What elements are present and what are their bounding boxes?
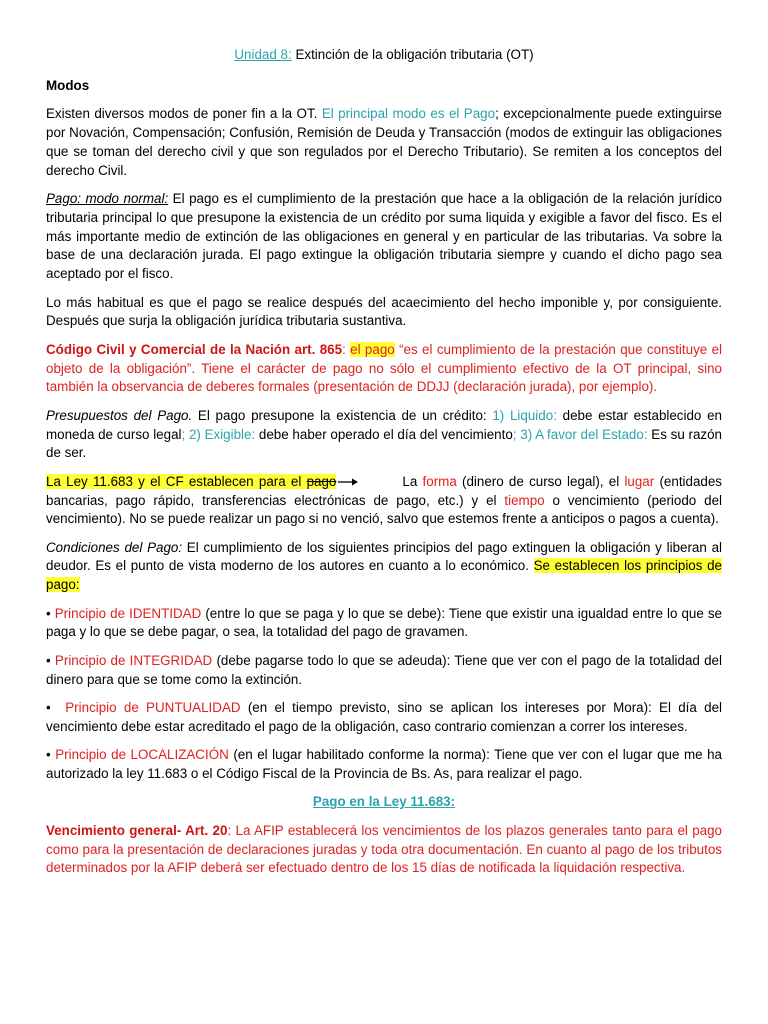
modos-heading: Modos [46, 77, 90, 93]
red-text: tiempo [504, 492, 545, 508]
red-text: lugar [624, 473, 655, 489]
bold-red-text: Código Civil y Comercial de la Nación art. 865 [46, 341, 343, 357]
text-run: Es su razón de ser. [46, 426, 722, 461]
paragraph-habitual: Lo más habitual es que el pago se realice después del acaecimiento del hecho imponible y, por consiguiente. Después que surja la obligación jurídica tributaria sustantiva. [46, 294, 722, 329]
red-text: forma [422, 473, 457, 489]
section-heading-text: Pago en la Ley 11.683: [312, 794, 456, 810]
teal-text: 1) Liquido: [492, 407, 557, 423]
principle-name: Principio de INTEGRIDAD [54, 652, 213, 668]
text-run: (entidades bancarias, pago rápido, transferencias electrónicas de pago, etc.) y el [46, 473, 722, 508]
bold-red-text: Vencimiento general- Art. 20 [46, 822, 228, 838]
principle-identidad [46, 605, 722, 643]
paragraph-modos [46, 105, 722, 180]
section-heading [46, 793, 722, 812]
text-run: (entre lo que se paga y lo que se debe): Tiene que existir una igualdad entre lo que se paga y lo que se debe pagar, o sea, la totalidad del pago de gravamen. [46, 605, 722, 640]
text-run: El cumplimiento de los siguientes principios del pago extinguen la obligación y liberan al deudor. Es el punto de vista moderno de los autores en cuanto a lo económico. [46, 539, 722, 574]
bullet: • [46, 605, 55, 621]
text-run: La [402, 473, 423, 489]
text-run: (en el lugar habilitado conforme la norma): Tiene que ver con el lugar que me ha autorizado la ley 11.683 o el Código Fiscal de la Provincia de Bs. As, para realizar el pago. [46, 747, 722, 782]
text-run: Existen diversos modos de poner fin a la OT. [46, 106, 322, 122]
text-run: (debe pagarse todo lo que se adeuda): Tiene que ver con el pago de la totalidad del dinero para que se tome como la extinción. [46, 652, 722, 687]
text-run: (dinero de curso legal), el [456, 473, 625, 489]
bullet: • [46, 652, 55, 668]
principle-localizacion [46, 746, 722, 784]
subheading-label: Pago: modo normal: [46, 190, 169, 206]
title-text: Extinción de la obligación tributaria (OT) [291, 47, 534, 62]
bullet: • [46, 700, 66, 716]
strikethrough-text: pago [306, 473, 337, 489]
bullet: • [46, 747, 56, 763]
teal-text: ; 2) Exigible: [181, 426, 256, 442]
paragraph-ley-cf [46, 473, 722, 529]
text-run: ; excepcionalmente puede extinguirse por Novación, Compensación; Confusión, Remisión de Deuda y Transacción (modos de extinguir las obligaciones que se toman del derecho civil y que son regulados por el Derecho Tributario). Se remiten a los conceptos del derecho Civil. [46, 106, 722, 178]
text-run: El pago es el cumplimiento de la prestación que hace a la obligación de la relación jurídico tributaria principal lo que presupone la existencia de un crédito por suma liquida y exigible a favor del fisco. Es el más importante medio de extinción de las obligaciones en general y en particular de las tributarias. Va sobre la base de una declaración jurada. El pago extingue la obligación tributaria siempre y cuando el dicho pago sea aceptado por el fisco. [46, 190, 722, 282]
paragraph-condiciones [46, 539, 722, 595]
paragraph-pago-modo-normal [46, 190, 722, 284]
text-run: La Ley 11.683 y el CF establecen para el [46, 473, 307, 489]
principle-name: Principio de PUNTUALIDAD [65, 700, 241, 716]
text-run: o vencimiento (periodo del vencimiento). No se puede realizar un pago si no venció, salvo que estemos frente a anticipos o pagos a cuenta). [46, 492, 722, 527]
principle-name: Principio de IDENTIDAD [54, 605, 202, 621]
text-run: (en el tiempo previsto, sino se aplican los intereses por Mora): El día del vencimiento debe estar acreditado el pago de la obligación, caso contrario comienzan a correr los intereses. [46, 700, 722, 734]
text-run: : [342, 341, 351, 357]
paragraph-vencimiento [46, 822, 722, 878]
arrow-right-icon [338, 477, 358, 487]
highlight-text [46, 474, 336, 489]
unit-label: Unidad 8: [234, 47, 292, 62]
paragraph-codigo-civil [46, 341, 722, 397]
text-run: : La AFIP establecerá los vencimientos de los plazos generales tanto para el pago como para la presentación de declaraciones juradas y toda otra documentación. En cuanto al pago de los tributos determinados por la AFIP deberá ser efectuado dentro de los 15 días de notificada la liquidación respectiva. [46, 822, 722, 876]
text-run: El pago presupone la existencia de un crédito: [192, 407, 493, 423]
paragraph-presupuestos [46, 407, 722, 463]
principle-name: Principio de LOCALIZACIÓN [55, 747, 229, 763]
text-run: “es el cumplimiento de la prestación que constituye el objeto de la obligación”. Tiene el carácter de pago no sólo el cumplimiento efectivo de la OT principal, sino también la observancia de deberes formales (presentación de DDJJ (declaración jurada), por ejemplo). [46, 341, 722, 395]
teal-text: El principal modo es el Pago [321, 106, 496, 122]
teal-text: ; 3) A favor del Estado: [512, 426, 648, 442]
principle-puntualidad [46, 699, 722, 737]
subheading-label: Presupuestos del Pago. [46, 407, 193, 423]
highlight-text: el pago [350, 341, 395, 357]
highlight-text: Se establecen los principios de pago: [46, 558, 722, 593]
principle-integridad [46, 652, 722, 690]
document-title [46, 46, 722, 65]
subheading-label: Condiciones del Pago: [46, 539, 183, 555]
text-run: debe estar establecido en moneda de curso legal [46, 407, 722, 442]
text-run: debe haber operado el día del vencimiento [255, 426, 513, 442]
